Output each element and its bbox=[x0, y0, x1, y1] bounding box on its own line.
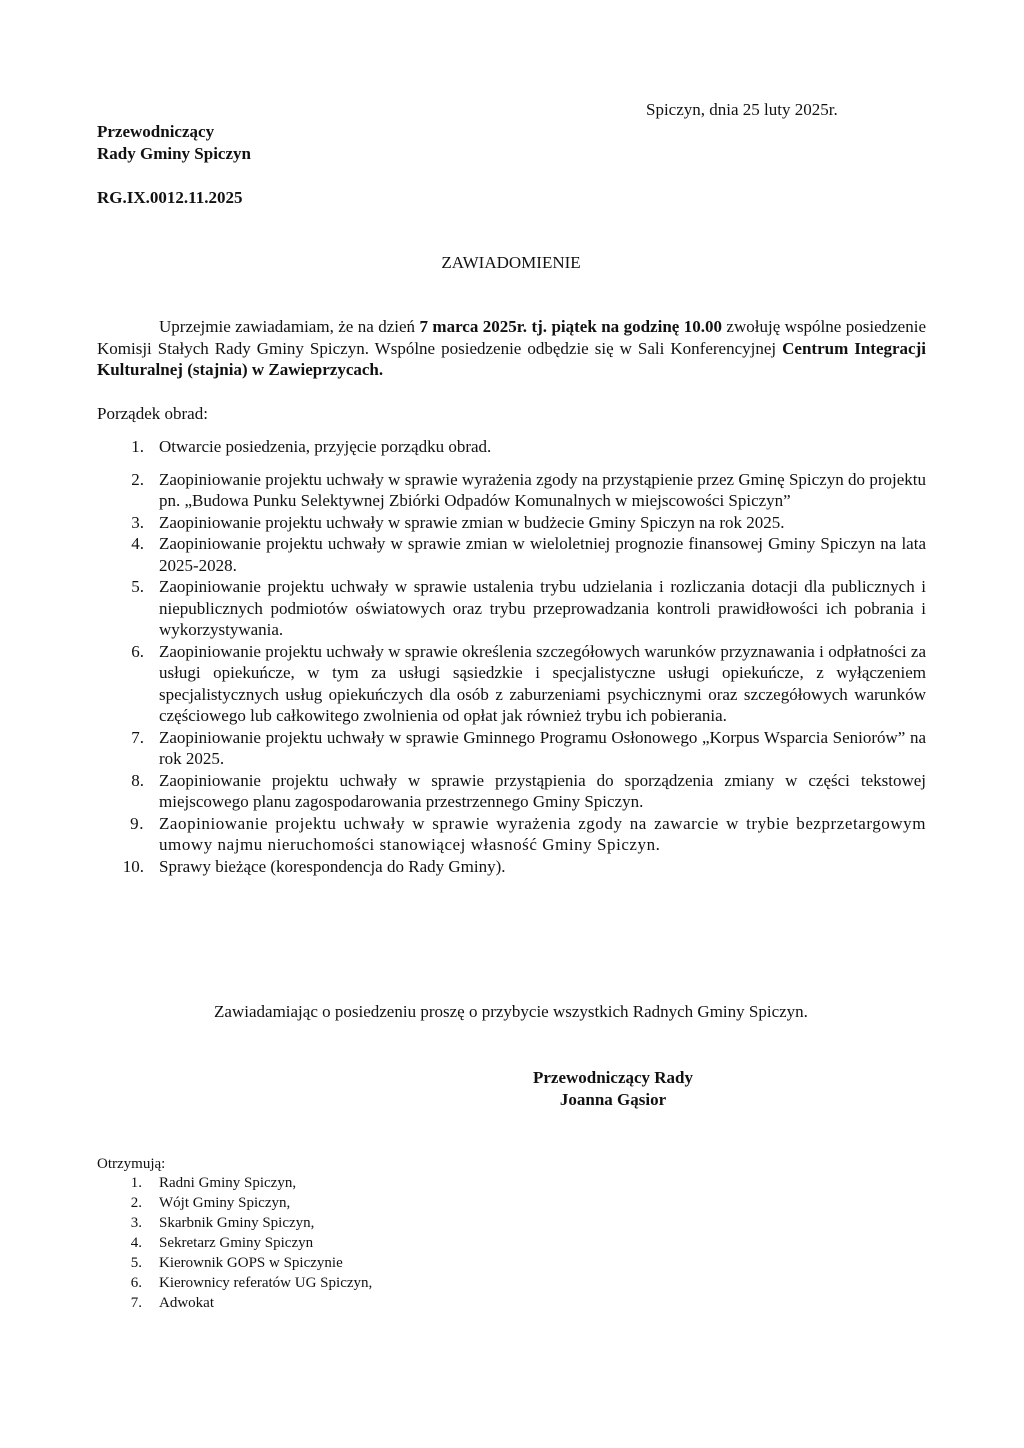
meeting-date-time: 7 marca 2025r. tj. piątek na godzinę 10.00 bbox=[419, 317, 722, 336]
closing-sentence: Zawiadamiając o posiedzeniu proszę o przybycie wszystkich Radnych Gminy Spiczyn. bbox=[214, 1002, 808, 1021]
intro-paragraph bbox=[97, 316, 926, 381]
agenda-item-number: 1. bbox=[131, 437, 144, 456]
signature-name: Joanna Gąsior bbox=[559, 1089, 667, 1109]
recipient-item bbox=[97, 1253, 372, 1273]
agenda-item bbox=[97, 533, 926, 576]
agenda-item-text: Zaopiniowanie projektu uchwały w sprawie określenia szczegółowych warunków przyznawania i odpłatności za usługi opiekuńcze, w tym za usługi sąsiedzkie i specjalistyczne usługi opiekuńcze, z wyłączeniem specjalistycznych usług opiekuńczych dla osób z zaburzeniami psychicznymi oraz szczegółowych warunków częściowego lub całkowitego zwolnienia od opłat jak również trybu ich pobierania. bbox=[159, 641, 926, 725]
document-title: ZAWIADOMIENIE bbox=[441, 253, 581, 272]
agenda-item bbox=[97, 512, 926, 534]
agenda-item bbox=[97, 576, 926, 641]
agenda-item bbox=[97, 856, 926, 878]
recipient-text: Sekretarz Gminy Spiczyn bbox=[159, 1235, 314, 1251]
recipient-item bbox=[97, 1193, 372, 1213]
agenda-item bbox=[97, 641, 926, 727]
agenda-item bbox=[97, 813, 926, 856]
recipient-item bbox=[97, 1233, 372, 1253]
recipient-item bbox=[97, 1273, 372, 1293]
meeting-venue: Centrum Integracji Kulturalnej (stajnia) w Zawieprzycach. bbox=[97, 338, 926, 379]
recipients-label: Otrzymują: bbox=[97, 1156, 166, 1172]
agenda-item-number: 2. bbox=[131, 469, 144, 489]
agenda-item bbox=[97, 436, 926, 458]
agenda-label: Porządek obrad: bbox=[97, 404, 208, 423]
recipient-item bbox=[97, 1293, 372, 1313]
agenda-item-text: Otwarcie posiedzenia, przyjęcie porządku obrad. bbox=[159, 437, 492, 456]
agenda-item-text: Zaopiniowanie projektu uchwały w sprawie wyrażenia zgody na zawarcie w trybie bezprzetargowym umowy najmu nieruchomości stanowiącej własność Gminy Spiczyn. bbox=[159, 813, 926, 854]
recipient-text: Kierownik GOPS w Spiczynie bbox=[159, 1255, 343, 1271]
agenda-item-text: Zaopiniowanie projektu uchwały w sprawie zmian w budżecie Gminy Spiczyn na rok 2025. bbox=[159, 512, 785, 532]
agenda-item bbox=[97, 469, 926, 512]
recipient-item bbox=[97, 1213, 372, 1233]
recipient-number: 5. bbox=[130, 1255, 142, 1271]
agenda-item-number: 5. bbox=[131, 577, 144, 596]
recipient-number: 2. bbox=[130, 1195, 142, 1211]
sender-organization: Rady Gminy Spiczyn bbox=[97, 143, 251, 163]
signature-block bbox=[512, 1067, 714, 1110]
recipient-number: 1. bbox=[130, 1175, 142, 1191]
recipient-text: Radni Gminy Spiczyn, bbox=[159, 1175, 297, 1191]
agenda-item-number: 10. bbox=[122, 856, 144, 876]
recipient-number: 3. bbox=[130, 1215, 142, 1231]
recipient-text: Wójt Gminy Spiczyn, bbox=[159, 1195, 291, 1211]
agenda-item-text: Sprawy bieżące (korespondencja do Rady Gminy). bbox=[159, 856, 506, 876]
recipient-text: Kierownicy referatów UG Spiczyn, bbox=[159, 1275, 373, 1291]
place-date: Spiczyn, dnia 25 luty 2025r. bbox=[646, 100, 838, 119]
recipient-text: Skarbnik Gminy Spiczyn, bbox=[159, 1215, 315, 1231]
agenda-item-number: 6. bbox=[131, 641, 144, 661]
intro-text: Uprzejmie zawiadamiam, że na dzień bbox=[159, 317, 420, 336]
recipient-number: 6. bbox=[130, 1275, 142, 1291]
recipient-number: 4. bbox=[130, 1235, 142, 1251]
agenda-item-text: Zaopiniowanie projektu uchwały w sprawie wyrażenia zgody na przystąpienie przez Gminę Spiczyn do projektu pn. „Budowa Punku Selektywnej Zbiórki Odpadów Komunalnych w miejscowości Spiczyn” bbox=[159, 469, 926, 510]
agenda-item-text: Zaopiniowanie projektu uchwały w sprawie zmian w wieloletniej prognozie finansowej Gminy Spiczyn na lata 2025-2028. bbox=[159, 534, 926, 575]
agenda-item-text: Zaopiniowanie projektu uchwały w sprawie przystąpienia do sporządzenia zmiany w części tekstowej miejscowego planu zagospodarowania przestrzennego Gminy Spiczyn. bbox=[159, 770, 926, 811]
recipient-number: 7. bbox=[130, 1295, 142, 1311]
agenda-item-text: Zaopiniowanie projektu uchwały w sprawie ustalenia trybu udzielania i rozliczania dotacji dla publicznych i niepublicznych podmiotów oświatowych oraz trybu przeprowadzania kontroli prawidłowości ich pobrania i wykorzystywania. bbox=[159, 577, 926, 639]
recipient-text: Adwokat bbox=[159, 1295, 214, 1311]
agenda-item-text: Zaopiniowanie projektu uchwały w sprawie Gminnego Programu Osłonowego „Korpus Wsparcia Seniorów” na rok 2025. bbox=[159, 727, 926, 768]
recipients-list bbox=[97, 1173, 372, 1313]
agenda-item bbox=[97, 770, 926, 813]
agenda-list bbox=[97, 436, 926, 877]
signature-role: Przewodniczący Rady bbox=[532, 1068, 694, 1087]
agenda-item-number: 9. bbox=[130, 813, 144, 833]
agenda-item-number: 7. bbox=[131, 727, 144, 747]
agenda-item bbox=[97, 727, 926, 770]
sender-title: Przewodniczący bbox=[97, 122, 215, 141]
sender-block bbox=[97, 121, 251, 164]
agenda-item-number: 8. bbox=[131, 770, 144, 790]
agenda-item-number: 4. bbox=[131, 534, 144, 553]
reference-number: RG.IX.0012.11.2025 bbox=[97, 188, 243, 207]
intro-text-continued: zwołuję wspólne posiedzenie Komisji Stałych Rady Gminy Spiczyn. Wspólne posiedzenie odbędzie się w Sali Konferencyjnej bbox=[97, 317, 927, 358]
agenda-item-number: 3. bbox=[131, 512, 144, 532]
recipient-item bbox=[97, 1173, 372, 1193]
